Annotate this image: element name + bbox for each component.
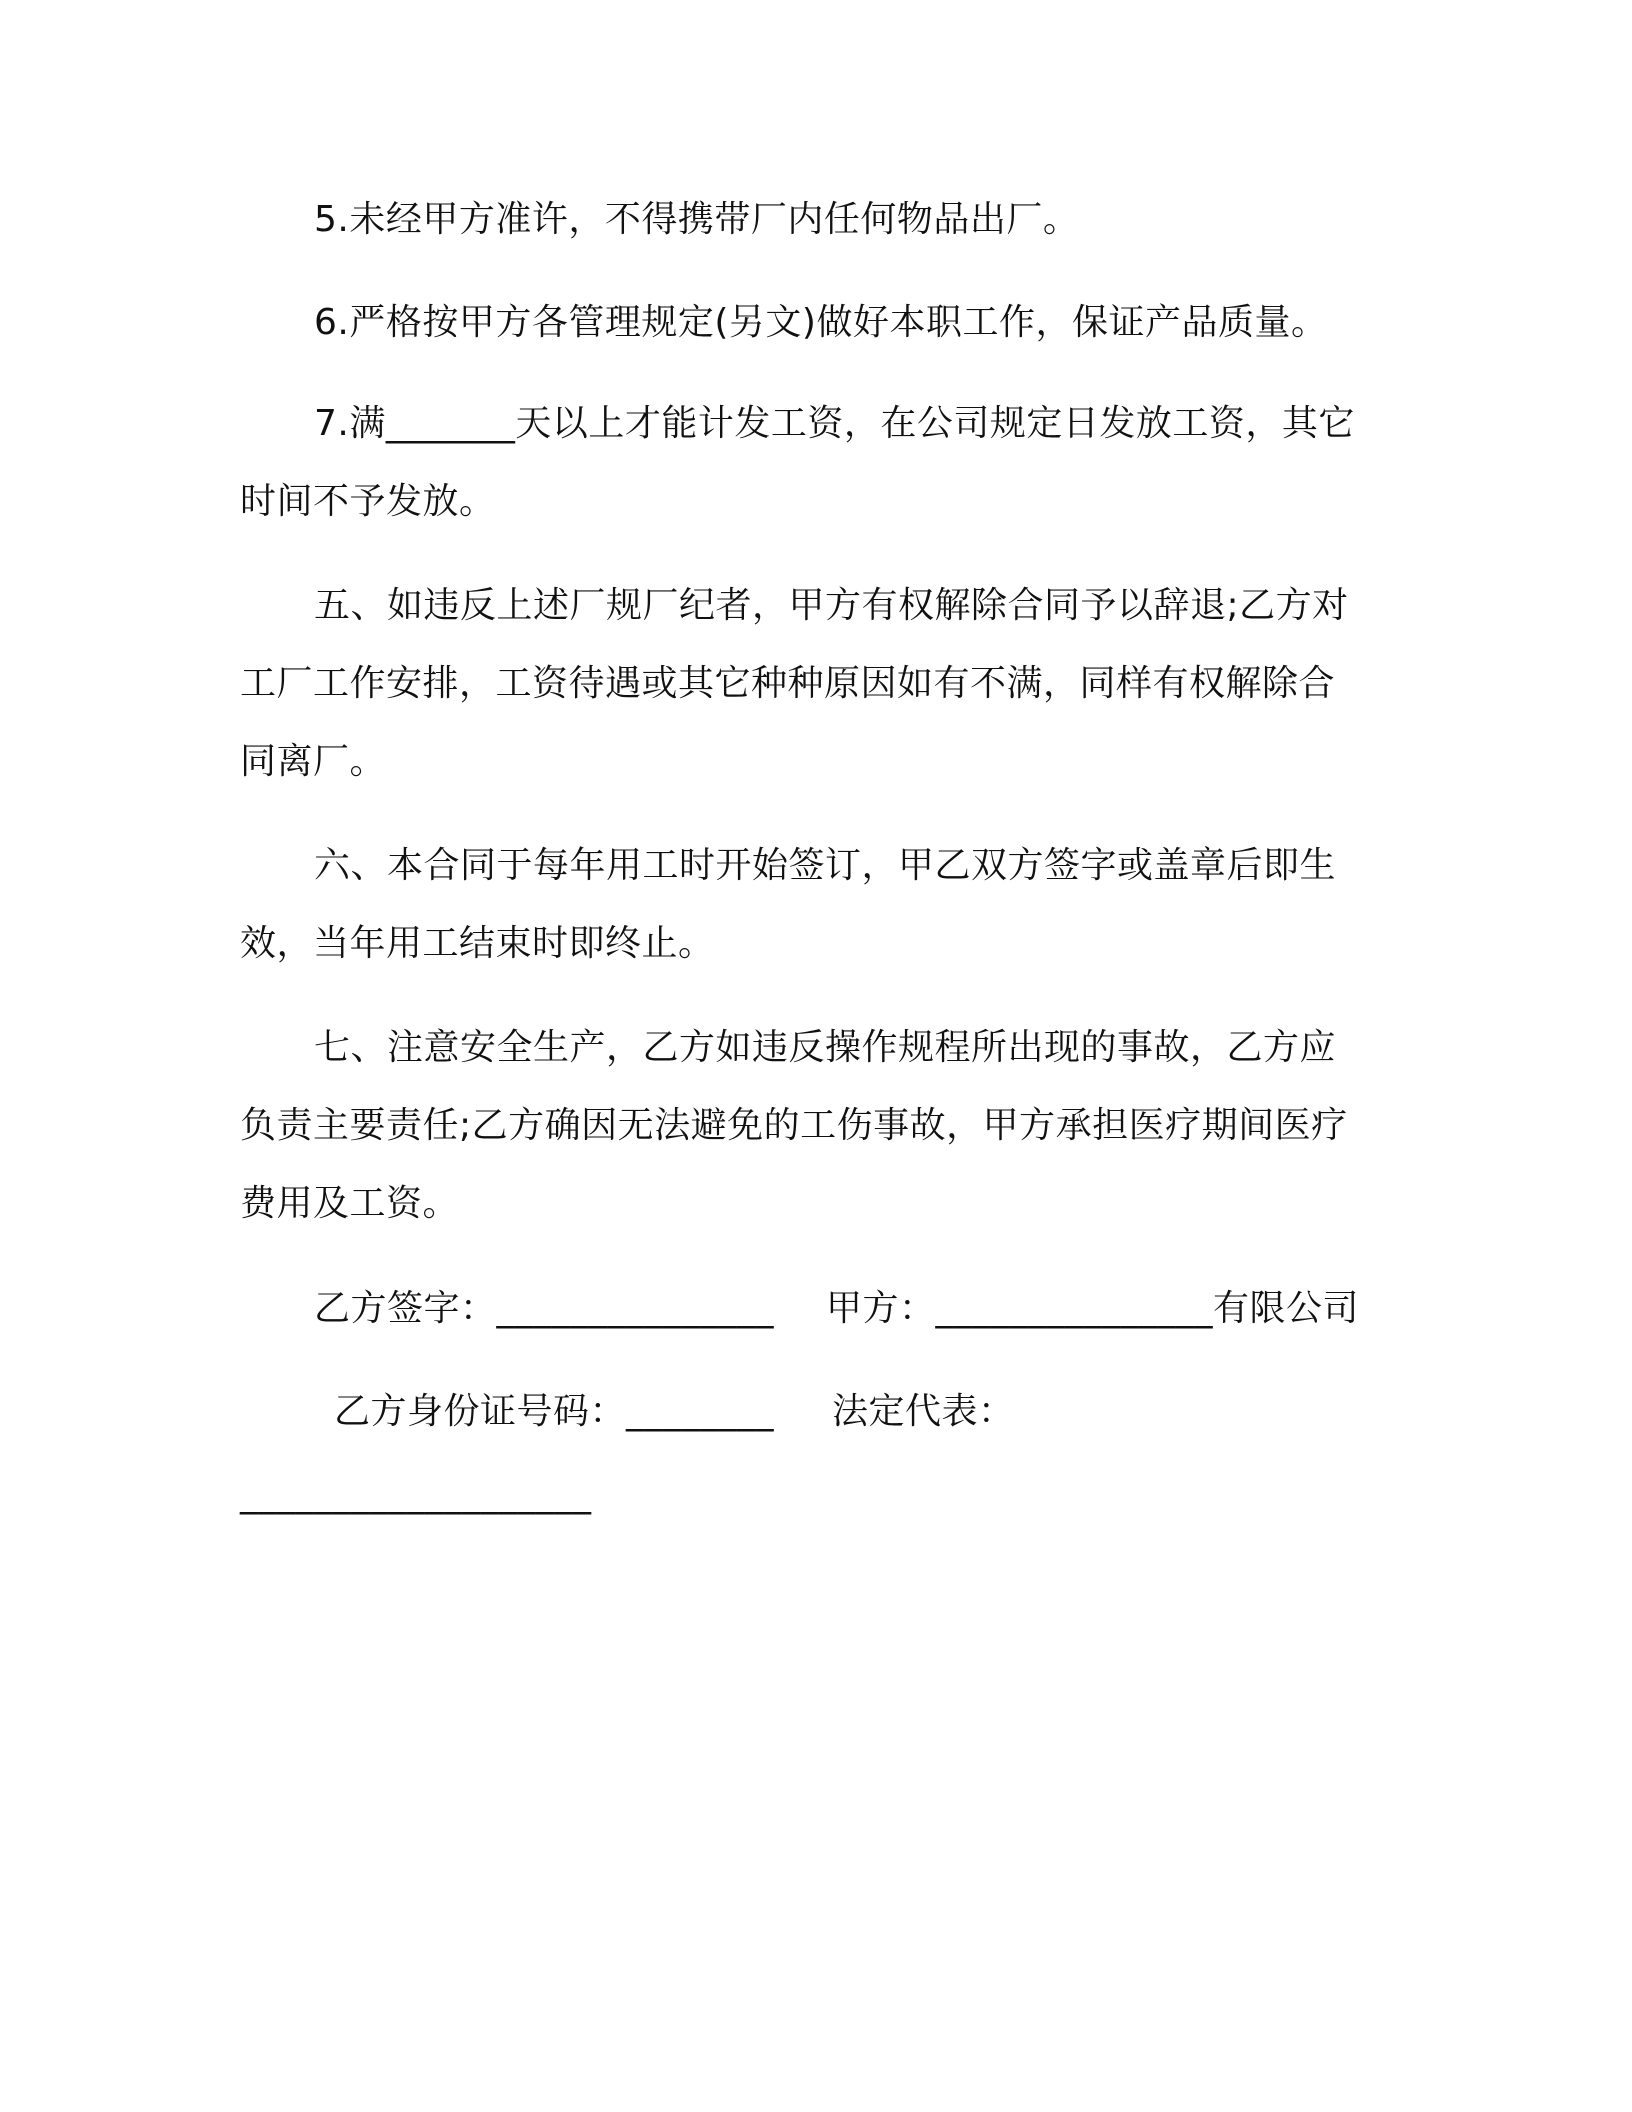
item-7 (240, 385, 1390, 541)
section-6-line-2: 效，当年用工结束时即终止。 (240, 923, 715, 964)
section-5-line-3: 同离厂。 (240, 741, 387, 782)
section-7-line-1: 七、注意安全生产，乙方如违反操作规程所出现的事故，乙方应 (314, 1027, 1337, 1068)
section-7-line-3: 费用及工资。 (240, 1183, 460, 1224)
section-6-line-1: 六、本合同于每年用工时开始签订，甲乙双方签字或盖章后即生 (314, 845, 1337, 886)
item-6 (240, 284, 1390, 362)
party-b-id-number-field: 乙方身份证号码：________ (334, 1391, 775, 1432)
section-5-line-2: 工厂工作安排，工资待遇或其它种种原因如有不满，同样有权解除合 (240, 663, 1336, 704)
item-6-text: 6.严格按甲方各管理规定(另文)做好本职工作，保证产品质量。 (314, 302, 1328, 343)
legal-representative-label: 法定代表： (832, 1391, 1015, 1432)
section-7 (240, 1009, 1390, 1243)
party-b-signature-field: 乙方签字：_______________ (314, 1288, 775, 1329)
section-5 (240, 567, 1390, 801)
legal-representative-blank: ___________________ (240, 1474, 592, 1515)
party-a-company-field: 甲方：_______________有限公司 (826, 1288, 1360, 1329)
item-7-line-2: 时间不予发放。 (240, 481, 496, 522)
section-5-line-1: 五、如违反上述厂规厂纪者，甲方有权解除合同予以辞退;乙方对 (314, 585, 1349, 626)
item-5-text: 5.未经甲方准许，不得携带厂内任何物品出厂。 (314, 199, 1080, 240)
section-7-line-2: 负责主要责任;乙方确因无法避免的工伤事故，甲方承担医疗期间医疗 (240, 1105, 1348, 1146)
section-6 (240, 827, 1390, 983)
item-5 (240, 181, 1390, 259)
item-7-line-1: 7.满_______天以上才能计发工资，在公司规定日发放工资，其它 (314, 403, 1355, 444)
